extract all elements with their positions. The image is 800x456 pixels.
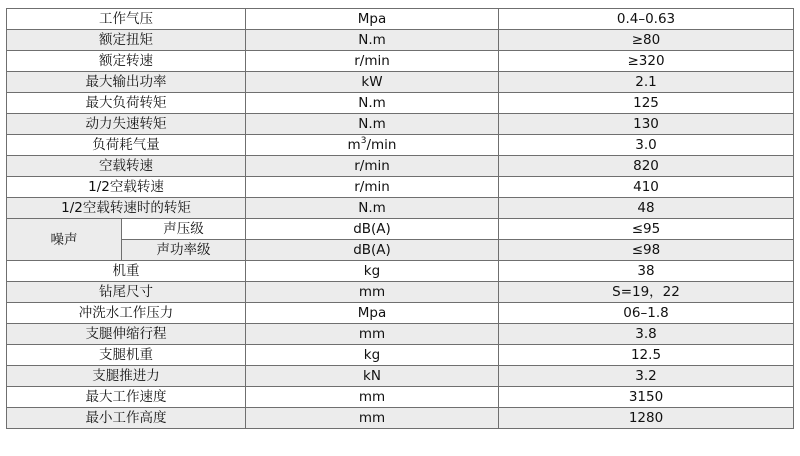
unit-cell: kg [246, 345, 499, 366]
value-cell: 410 [499, 177, 794, 198]
unit-cell: mm [246, 282, 499, 303]
unit-cell: Mpa [246, 303, 499, 324]
table-row [7, 345, 794, 366]
value-cell: ≤98 [499, 240, 794, 261]
table-row [7, 408, 794, 429]
unit-cell [246, 135, 499, 156]
table-row [7, 177, 794, 198]
value-cell: 3.0 [499, 135, 794, 156]
table-row [7, 324, 794, 345]
param-cell: 最大负荷转矩 [7, 93, 246, 114]
value-cell: 12.5 [499, 345, 794, 366]
table-row [7, 387, 794, 408]
value-cell: S=19，22 [499, 282, 794, 303]
param-cell: 工作气压 [7, 9, 246, 30]
table-row [7, 198, 794, 219]
param-cell: 1/2空载转速 [7, 177, 246, 198]
table-row [7, 261, 794, 282]
param-cell: 负荷耗气量 [7, 135, 246, 156]
param-subcell: 声功率级 [122, 240, 246, 261]
value-cell: 1280 [499, 408, 794, 429]
param-cell: 最大输出功率 [7, 72, 246, 93]
unit-cell: N.m [246, 114, 499, 135]
value-cell: 06–1.8 [499, 303, 794, 324]
table-row [7, 30, 794, 51]
unit-base: m [347, 137, 361, 153]
unit-cell: r/min [246, 51, 499, 72]
param-cell: 额定转速 [7, 51, 246, 72]
unit-cell: N.m [246, 198, 499, 219]
spec-table [6, 8, 794, 429]
table-row [7, 114, 794, 135]
param-cell: 机重 [7, 261, 246, 282]
unit-cell: dB(A) [246, 219, 499, 240]
unit-cell: kN [246, 366, 499, 387]
unit-cell: mm [246, 408, 499, 429]
unit-cell: kg [246, 261, 499, 282]
unit-cell: r/min [246, 156, 499, 177]
unit-superscript: 3 [360, 135, 367, 146]
table-row [7, 282, 794, 303]
table-row [7, 9, 794, 30]
value-cell: 48 [499, 198, 794, 219]
unit-cell: kW [246, 72, 499, 93]
table-row [7, 72, 794, 93]
unit-cell: dB(A) [246, 240, 499, 261]
unit-cell: N.m [246, 30, 499, 51]
table-row [7, 93, 794, 114]
param-cell: 支腿伸缩行程 [7, 324, 246, 345]
param-cell: 支腿机重 [7, 345, 246, 366]
value-cell: 3150 [499, 387, 794, 408]
value-cell: 0.4–0.63 [499, 9, 794, 30]
param-cell: 最大工作速度 [7, 387, 246, 408]
unit-cell: r/min [246, 177, 499, 198]
value-cell: ≥320 [499, 51, 794, 72]
value-cell: 820 [499, 156, 794, 177]
value-cell: ≥80 [499, 30, 794, 51]
param-cell: 钻尾尺寸 [7, 282, 246, 303]
table-row [7, 156, 794, 177]
unit-tail: /min [366, 137, 397, 153]
param-cell: 1/2空载转速时的转矩 [7, 198, 246, 219]
table-row [7, 135, 794, 156]
table-row [7, 219, 794, 240]
param-cell: 额定扭矩 [7, 30, 246, 51]
param-cell: 空载转速 [7, 156, 246, 177]
value-cell: 3.8 [499, 324, 794, 345]
table-row [7, 51, 794, 72]
unit-cell: mm [246, 324, 499, 345]
param-cell: 最小工作高度 [7, 408, 246, 429]
value-cell: ≤95 [499, 219, 794, 240]
param-cell: 冲洗水工作压力 [7, 303, 246, 324]
table-row [7, 303, 794, 324]
param-cell: 动力失速转矩 [7, 114, 246, 135]
value-cell: 2.1 [499, 72, 794, 93]
value-cell: 38 [499, 261, 794, 282]
param-subcell: 声压级 [122, 219, 246, 240]
param-cell: 支腿推进力 [7, 366, 246, 387]
value-cell: 3.2 [499, 366, 794, 387]
table-row [7, 240, 794, 261]
unit-cell: N.m [246, 93, 499, 114]
value-cell: 130 [499, 114, 794, 135]
unit-cell: Mpa [246, 9, 499, 30]
value-cell: 125 [499, 93, 794, 114]
table-row [7, 366, 794, 387]
noise-group-label: 噪声 [7, 219, 122, 261]
unit-cell: mm [246, 387, 499, 408]
